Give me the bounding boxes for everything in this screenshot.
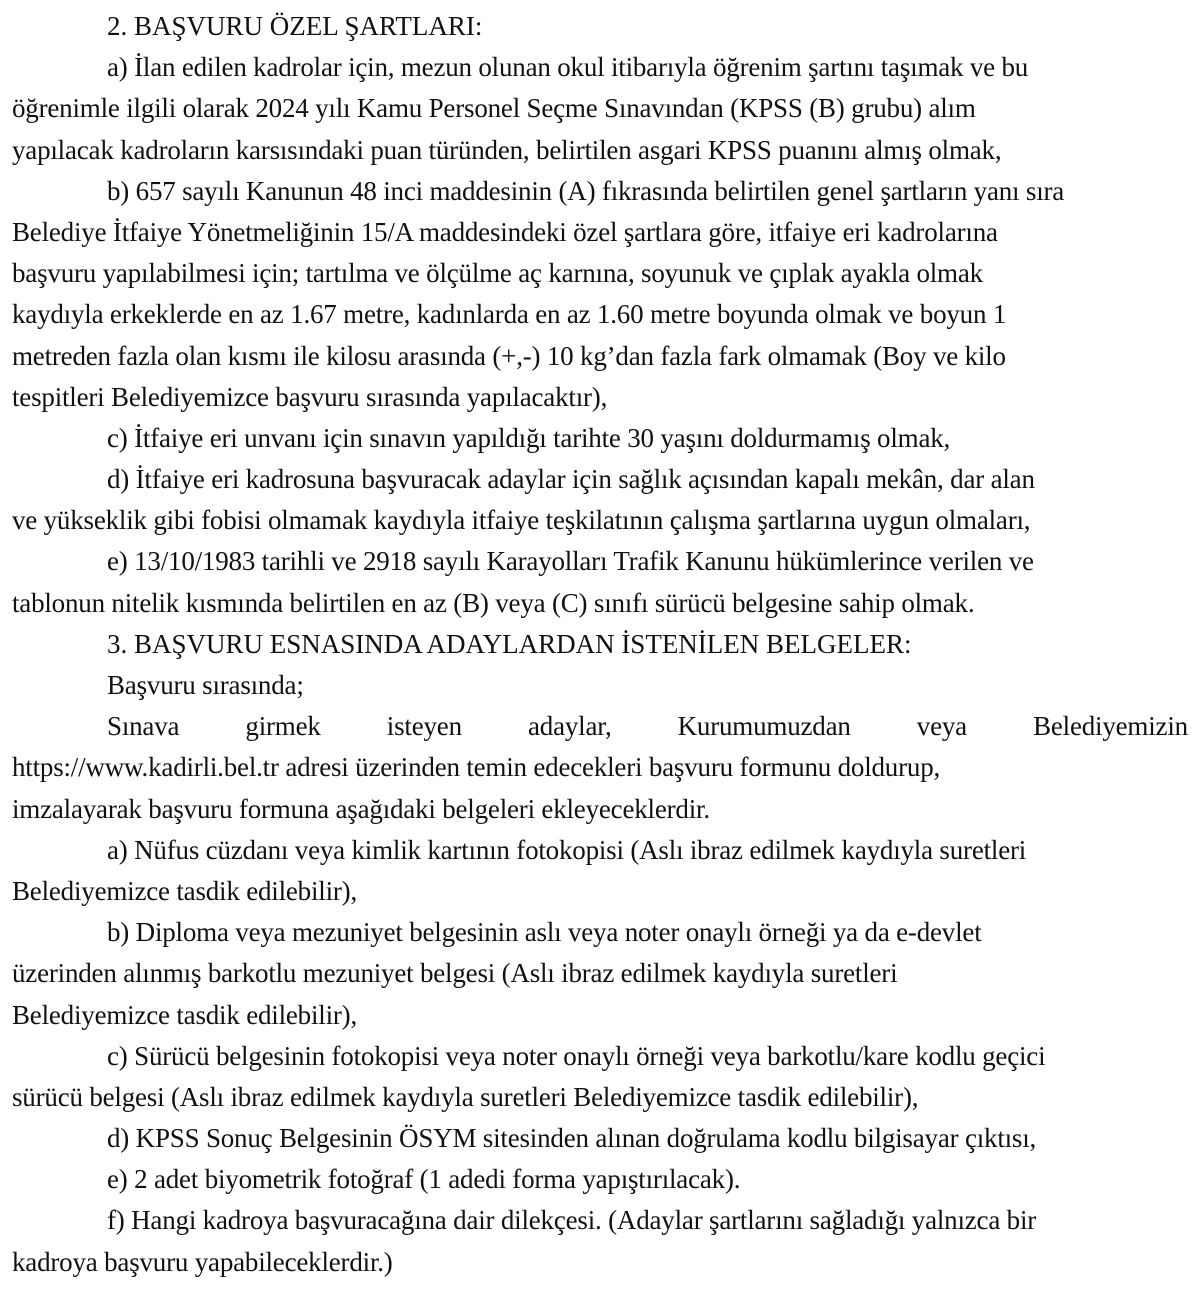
section-3-item-d bbox=[12, 1118, 1188, 1159]
section-2-item-d bbox=[12, 459, 1188, 541]
item-line: yapılacak kadroların karsısındaki puan türünden, belirtilen asgari KPSS puanını almış olmak, bbox=[12, 134, 1002, 165]
section-2-heading: 2. BAŞVURU ÖZEL ŞARTLARI: bbox=[107, 11, 483, 41]
section-2-item-c bbox=[12, 418, 1188, 459]
section-3-item-e bbox=[12, 1159, 1188, 1200]
website-link[interactable]: https://www.kadirli.bel.tr bbox=[12, 752, 279, 783]
section-3-heading: 3. BAŞVURU ESNASINDA ADAYLARDAN İSTENİLEN BELGELER: bbox=[107, 628, 912, 659]
paragraph-line-3: imzalayarak başvuru formuna aşağıdaki belgeleri ekleyeceklerdir. bbox=[12, 793, 710, 824]
item-line: kadroya başvuru yapabileceklerdir.) bbox=[12, 1246, 393, 1277]
item-line: tablonun nitelik kısmında belirtilen en az (B) veya (C) sınıfı sürücü belgesine sahip olmak. bbox=[12, 587, 975, 618]
paragraph-line-1: Sınava girmek isteyen adaylar, Kurumumuzdan veya Belediyemizin bbox=[107, 711, 1188, 742]
item-line: sürücü belgesi (Aslı ibraz edilmek kaydıyla suretleri Belediyemizce tasdik edilebilir), bbox=[12, 1081, 919, 1112]
item-line: kaydıyla erkeklerde en az 1.67 metre, kadınlarda en az 1.60 metre boyunda olmak ve boyun 1 bbox=[12, 299, 1007, 330]
item-line: Belediyemizce tasdik edilebilir), bbox=[12, 999, 358, 1030]
item-line: b) 657 sayılı Kanunun 48 inci maddesinin (A) fıkrasında belirtilen genel şartların yanı sıra bbox=[107, 175, 1065, 206]
section-3-paragraph bbox=[12, 706, 1188, 830]
section-3-item-a bbox=[12, 830, 1188, 912]
item-line: e) 13/10/1983 tarihli ve 2918 sayılı Karayolları Trafik Kanunu hükümlerince verilen ve bbox=[107, 546, 1034, 577]
item-line: üzerinden alınmış barkotlu mezuniyet belgesi (Aslı ibraz edilmek kaydıyla suretleri bbox=[12, 958, 898, 989]
section-2-item-b bbox=[12, 171, 1188, 418]
item-line: f) Hangi kadroya başvuracağına dair dilekçesi. (Adaylar şartlarını sağladığı yalnızca bir bbox=[107, 1205, 1037, 1236]
section-3-item-b bbox=[12, 912, 1188, 1036]
item-line: metreden fazla olan kısmı ile kilosu arasında (+,-) 10 kg’dan fazla fark olmamak (Boy ve kilo bbox=[12, 340, 1006, 371]
paragraph-line-2 bbox=[12, 747, 1188, 788]
item-line: Belediyemizce tasdik edilebilir), bbox=[12, 875, 358, 906]
section-2-item-a bbox=[12, 47, 1188, 171]
item-line: d) İtfaiye eri kadrosuna başvuracak adaylar için sağlık açısından kapalı mekân, dar alan bbox=[107, 464, 1035, 495]
item-line: öğrenimle ilgili olarak 2024 yılı Kamu Personel Seçme Sınavından (KPSS (B) grubu) alım bbox=[12, 93, 976, 124]
item-line: tespitleri Belediyemizce başvuru sırasında yapılacaktır), bbox=[12, 381, 608, 412]
item-line: ve yükseklik gibi fobisi olmamak kaydıyla itfaiye teşkilatının çalışma şartlarına uygun olmaları, bbox=[12, 505, 1031, 536]
item-line: e) 2 adet biyometrik fotoğraf (1 adedi forma yapıştırılacak). bbox=[107, 1164, 741, 1195]
section-3-item-f bbox=[12, 1200, 1188, 1282]
section-2-item-e bbox=[12, 541, 1188, 623]
item-line: c) Sürücü belgesinin fotokopisi veya noter onaylı örneği veya barkotlu/kare kodlu geçici bbox=[107, 1040, 1046, 1071]
section-3-item-c bbox=[12, 1036, 1188, 1118]
item-line: b) Diploma veya mezuniyet belgesinin aslı veya noter onaylı örneği ya da e-devlet bbox=[107, 917, 982, 948]
item-line: c) İtfaiye eri unvanı için sınavın yapıldığı tarihte 30 yaşını doldurmamış olmak, bbox=[107, 422, 951, 453]
section-3-intro: Başvuru sırasında; bbox=[107, 670, 304, 700]
item-line: d) KPSS Sonuç Belgesinin ÖSYM sitesinden alınan doğrulama kodlu bilgisayar çıktısı, bbox=[107, 1123, 1037, 1154]
item-line: a) Nüfus cüzdanı veya kimlik kartının fotokopisi (Aslı ibraz edilmek kaydıyla suretleri bbox=[107, 834, 1027, 865]
item-line: Belediye İtfaiye Yönetmeliğinin 15/A maddesindeki özel şartlara göre, itfaiye eri kadrolarına bbox=[12, 216, 998, 247]
paragraph-text: adresi üzerinden temin edecekleri başvuru formunu doldurup, bbox=[285, 752, 941, 783]
item-line: a) İlan edilen kadrolar için, mezun olunan okul itibarıyla öğrenim şartını taşımak ve bu bbox=[107, 52, 1029, 83]
item-line: başvuru yapılabilmesi için; tartılma ve ölçülme aç karnına, soyunuk ve çıplak ayakla olmak bbox=[12, 258, 983, 289]
